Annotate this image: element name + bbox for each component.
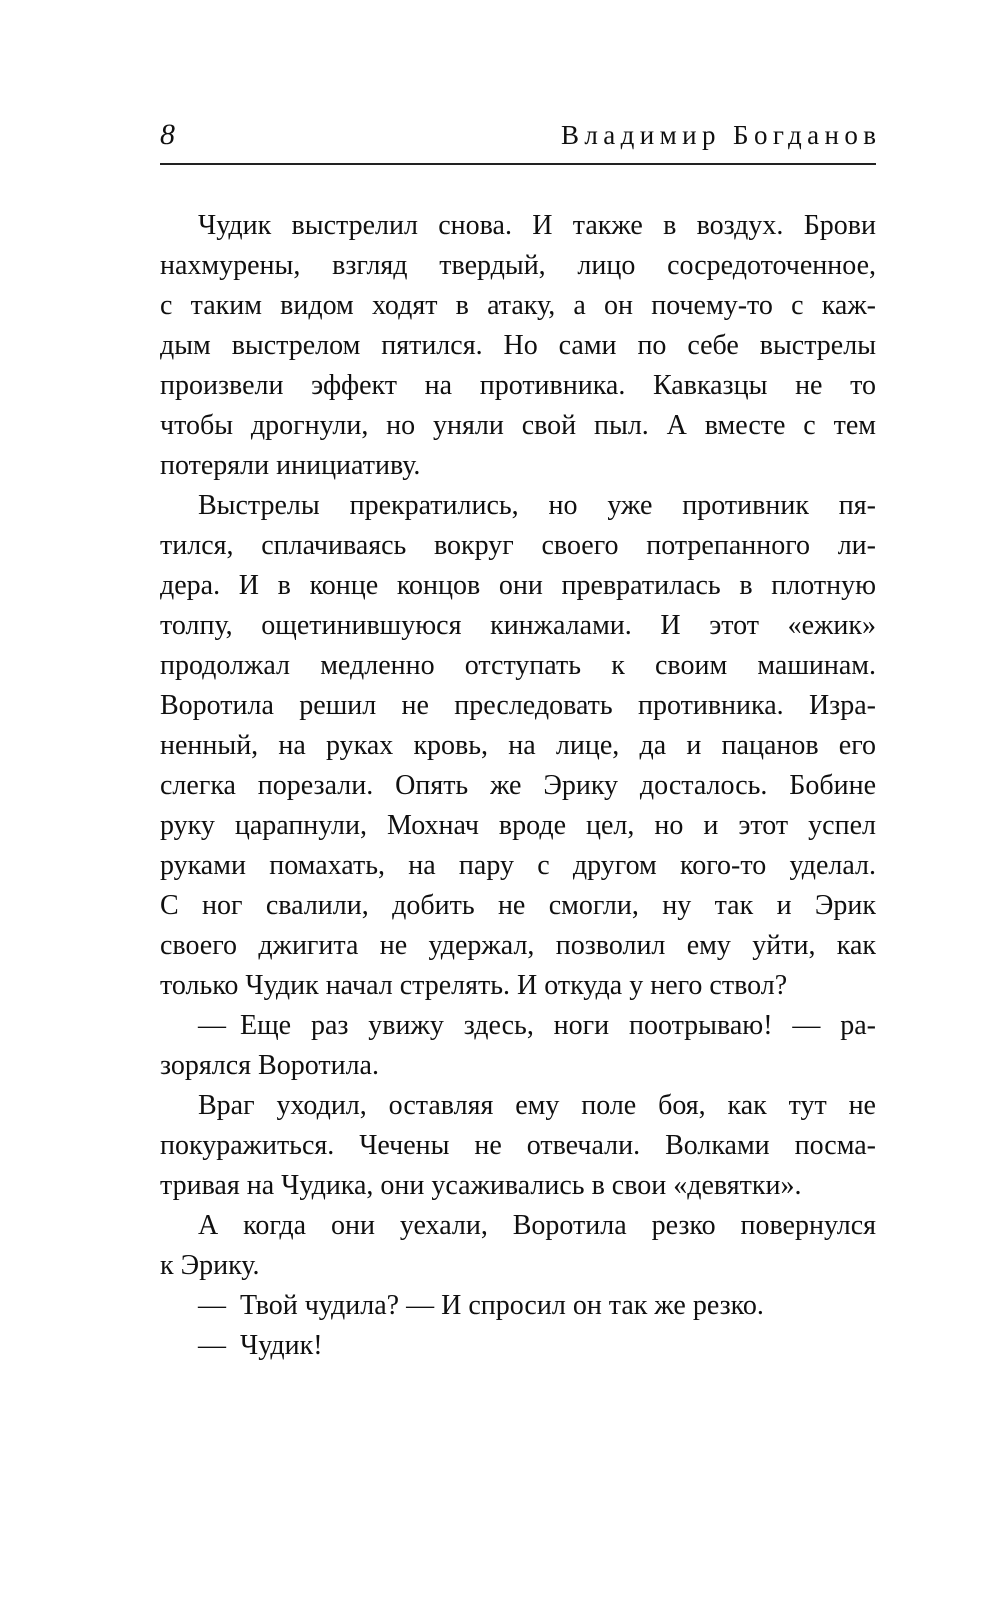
paragraph (160, 486, 876, 1006)
text-line: с таким видом ходят в атаку, а он почему-то с каж- (160, 290, 876, 321)
running-title: Владимир Богданов (561, 120, 882, 150)
text-line: слегка порезали. Опять же Эрику досталось. Бобине (160, 770, 876, 801)
text-line: потеряли инициативу. (160, 450, 421, 481)
text-line: продолжал медленно отступать к своим машинам. (160, 650, 876, 681)
text-line: чтобы дрогнули, но уняли свой пыл. А вместе с тем (160, 410, 876, 441)
text-line: своего джигита не удержал, позволил ему уйти, как (160, 930, 876, 961)
text-line: — Еще раз увижу здесь, ноги поотрываю! — ра- (198, 1010, 876, 1041)
text-line: ненный, на руках кровь, на лице, да и пацанов его (160, 730, 876, 761)
paragraph (160, 1326, 876, 1366)
paragraph (160, 1206, 876, 1286)
text-line: покуражиться. Чечены не отвечали. Волками посма- (160, 1130, 876, 1161)
text-line: Чудик выстрелил снова. И также в воздух. Брови (198, 210, 876, 241)
text-line: Враг уходил, оставляя ему поле боя, как тут не (198, 1090, 876, 1121)
text-line: — Чудик! (198, 1330, 323, 1361)
text-line: тривая на Чудика, они усаживались в свои «девятки». (160, 1170, 802, 1201)
text-line: С ног свалили, добить не смогли, ну так и Эрик (160, 890, 876, 921)
paragraph (160, 1286, 876, 1326)
text-line: только Чудик начал стрелять. И откуда у него ствол? (160, 970, 788, 1001)
text-line: руку царапнули, Мохнач вроде цел, но и этот успел (160, 810, 876, 841)
text-line: руками помахать, на пару с другом кого-то уделал. (160, 850, 876, 881)
text-line: Воротила решил не преследовать противника. Изра- (160, 690, 876, 721)
paragraph (160, 1086, 876, 1206)
text-line: нахмурены, взгляд твердый, лицо сосредоточенное, (160, 250, 876, 281)
paragraph (160, 1006, 876, 1086)
text-line: тился, сплачиваясь вокруг своего потрепанного ли- (160, 530, 876, 561)
page-number: 8 (160, 118, 175, 151)
paragraph (160, 206, 876, 486)
text-line: А когда они уехали, Воротила резко повернулся (198, 1210, 876, 1241)
text-line: дера. И в конце концов они превратилась в плотную (160, 570, 876, 601)
text-line: произвели эффект на противника. Кавказцы не то (160, 370, 876, 401)
running-head (160, 118, 882, 165)
text-body (160, 206, 876, 1366)
text-line: к Эрику. (160, 1250, 260, 1281)
text-line: толпу, ощетинившуюся кинжалами. И этот «ежик» (160, 610, 876, 641)
text-line: — Твой чудила? — И спросил он так же резко. (198, 1290, 764, 1321)
text-line: дым выстрелом пятился. Но сами по себе выстрелы (160, 330, 876, 361)
text-line: Выстрелы прекратились, но уже противник пя- (198, 490, 876, 521)
text-line: зорялся Воротила. (160, 1050, 379, 1081)
